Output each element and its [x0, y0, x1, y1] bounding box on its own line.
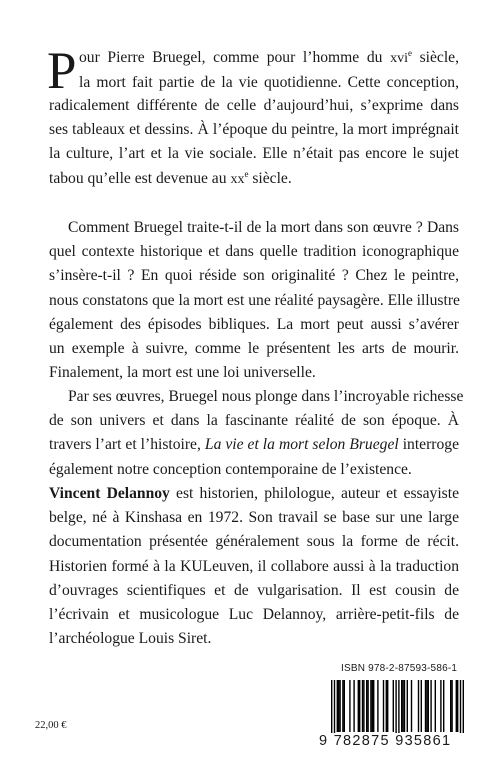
text-line: ses tableaux et dessins. À l’époque du peintre, la mort imprégnait — [49, 121, 459, 139]
barcode-bar — [407, 680, 408, 732]
barcode-bar — [387, 680, 388, 732]
barcode-bar — [339, 680, 340, 732]
barcode-bar — [402, 680, 403, 732]
text-line: documentation présentée généralement sous la forme de récit. — [49, 533, 459, 551]
barcode-bar — [349, 680, 350, 732]
barcode-bar — [456, 680, 457, 732]
barcode-bar — [334, 680, 335, 738]
barcode-bar — [383, 680, 384, 732]
text-line: d’ouvrages scientifiques et de vulgarisation. Il est cousin de — [49, 581, 459, 599]
text-line: l’archéologue Louis Siret. — [49, 630, 212, 648]
text-line: belge, né à Kinshasa en 1972. Son travail se base sur une large — [49, 509, 459, 527]
barcode-bar — [363, 680, 364, 732]
barcode-bar — [377, 680, 378, 732]
barcode-bar — [404, 680, 405, 732]
text-line: our Pierre Bruegel, comme pour l’homme du xvi$^e$ siècle, — [79, 48, 459, 66]
barcode-bar — [367, 680, 368, 732]
barcode-bar — [337, 680, 338, 732]
text-line: travers l’art et l’histoire, La vie et la mort selon Bruegel interroge — [49, 436, 459, 454]
text-line: de son univers et dans la fascinante réalité de son époque. À — [49, 412, 459, 430]
barcode-bar — [426, 680, 427, 732]
author-name: Vincent Delannoy — [49, 485, 170, 502]
barcode-bar — [401, 680, 402, 732]
price: 22,00 € — [35, 720, 67, 731]
drop-cap: P — [47, 42, 77, 100]
barcode-bar — [338, 680, 339, 732]
text-line: également notre conception contemporaine de l’existence. — [49, 460, 412, 478]
text-line: Par ses œuvres, Bruegel nous plonge dans l’incroyable richesse — [68, 388, 464, 405]
text-line: Historien formé à la KULeuven, il collabore aussi à la traduction — [49, 557, 459, 575]
barcode-bar — [344, 680, 345, 732]
barcode-bar — [372, 680, 373, 732]
text-line: radicalement différente de celle d’aujourd’hui, s’exprime dans — [49, 97, 459, 114]
text-line: également des épisodes bibliques. La mort peut aussi s’avérer — [49, 315, 459, 333]
barcode-digits: 9 782875 935861 — [319, 733, 471, 749]
barcode-bar — [440, 680, 441, 732]
barcode-bar — [342, 680, 343, 732]
barcode-bar — [435, 680, 436, 732]
barcode-bar — [359, 680, 360, 732]
text-line: la culture, l’art et la vie sociale. Elle n’était pas encore le sujet — [49, 145, 459, 163]
isbn-label: ISBN 978-2-87593-586-1 — [341, 663, 458, 674]
text-line: la mort fait partie de la vie quotidienne. Cette conception, — [79, 74, 459, 92]
paragraph-1-top — [79, 46, 459, 95]
barcode-bar — [398, 680, 399, 738]
barcode-bar — [358, 680, 359, 732]
barcode-bar — [428, 680, 429, 732]
text-line: Comment Bruegel traite-t-il de la mort dans son œuvre ? Dans — [68, 219, 459, 236]
barcode-bar — [460, 680, 461, 738]
barcode-bar — [331, 680, 332, 738]
barcode-bar — [418, 680, 419, 732]
barcode-bar — [457, 680, 458, 732]
text-line: l’écrivain et musicologue Luc Delannoy, arrière-petit-fils de — [49, 606, 459, 624]
barcode-bar — [395, 680, 396, 738]
barcode-bar — [430, 680, 431, 732]
barcode-bars — [319, 680, 469, 738]
text-line: tabou qu’elle est devenue au $xx^e$ siècle. — [49, 168, 292, 187]
barcode-bar — [386, 680, 387, 732]
barcode-bar — [370, 680, 371, 732]
barcode-bar — [411, 680, 412, 732]
text-line: un exemple à suivre, comme le présentent les arts de mourir. — [49, 340, 459, 358]
barcode-bar — [366, 680, 367, 732]
text-line: Vincent Delannoy est historien, philologue, auteur et essayiste — [49, 485, 459, 502]
barcode-bar — [362, 680, 363, 732]
book-title: La vie et la mort selon Bruegel — [204, 436, 399, 454]
author-bio — [49, 482, 459, 651]
barcode-bar — [463, 680, 464, 738]
barcode-bar — [373, 680, 374, 732]
text-line: Finalement, la mort est une loi universelle. — [49, 364, 316, 382]
text-line: quel contexte historique et dans quelle tradition iconographique — [49, 243, 459, 261]
barcode-bar — [443, 680, 444, 732]
barcode-bar — [393, 680, 394, 732]
paragraph-3 — [49, 385, 464, 482]
barcode-bar — [421, 680, 422, 732]
barcode-bar — [450, 680, 451, 732]
barcode-bar — [451, 680, 452, 732]
text-line: s’insère-t-il ? En quoi réside son originalité ? Chez le peintre, — [49, 267, 459, 285]
barcode — [319, 680, 469, 740]
paragraph-1 — [49, 94, 459, 192]
barcode-bar — [353, 680, 354, 732]
barcode-bar — [425, 680, 426, 732]
text-line: nous constatons que la mort est une réalité paysagère. Elle illustre — [49, 291, 460, 309]
paragraph-2 — [49, 216, 459, 385]
